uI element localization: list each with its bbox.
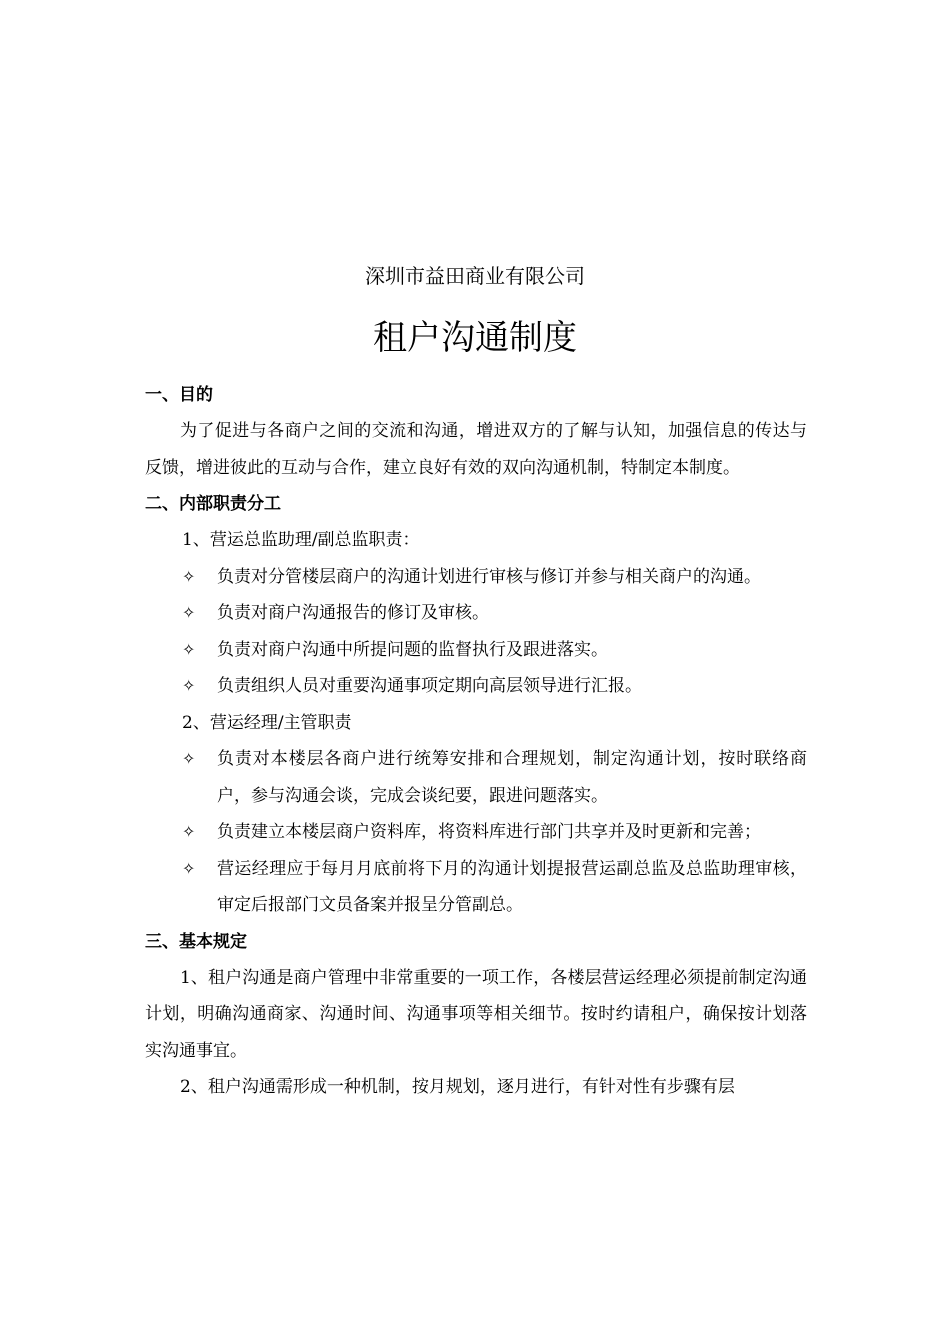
four-pointed-star-icon: ✧: [182, 639, 196, 659]
group-title-operations-manager: 2、营运经理/主管职责: [182, 712, 352, 733]
list-item: [145, 851, 807, 924]
list-item: [145, 559, 807, 596]
list-item: [145, 595, 807, 632]
document-title: 租户沟通制度: [373, 318, 577, 358]
rule-paragraph-1: 1、租户沟通是商户管理中非常重要的一项工作，各楼层营运经理必须提前制定沟通计划，明确沟通商家、沟通时间、沟通事项等相关细节。按时约请租户，确保按计划落实沟通事宜。: [145, 967, 807, 1061]
section-heading-basic-rules: 三、基本规定: [145, 931, 247, 952]
four-pointed-star-icon: ✧: [182, 749, 196, 768]
list-item-text: 负责组织人员对重要沟通事项定期向高层领导进行汇报。: [217, 676, 642, 696]
list-item-text: 营运经理应于每月月底前将下月的沟通计划提报营运副总监及总监助理审核，审定后报部门文员备案并报呈分管副总。: [217, 858, 807, 915]
four-pointed-star-icon: ✧: [182, 858, 196, 878]
four-pointed-star-icon: ✧: [182, 566, 196, 586]
four-pointed-star-icon: ✧: [182, 822, 196, 841]
rule-paragraph-2: 2、租户沟通需形成一种机制，按月规划，逐月进行，有针对性有步骤有层: [180, 1077, 735, 1097]
four-pointed-star-icon: ✧: [182, 603, 196, 622]
list-item-text: 负责对分管楼层商户的沟通计划进行审核与修订并参与相关商户的沟通。: [217, 566, 761, 587]
group-title-deputy-director: 1、营运总监助理/副总监职责：: [182, 530, 420, 550]
list-item-text: 负责对商户沟通报告的修订及审核。: [217, 603, 489, 623]
list-item-text: 负责对本楼层各商户进行统筹安排和合理规划，制定沟通计划，按时联络商户，参与沟通会谈，完成会谈纪要，跟进问题落实。: [217, 749, 807, 806]
section-heading-purpose: 一、目的: [145, 385, 213, 405]
purpose-paragraph: 为了促进与各商户之间的交流和沟通，增进双方的了解与认知，加强信息的传达与反馈，增进彼此的互动与合作，建立良好有效的双向沟通机制，特制定本制度。: [145, 421, 807, 478]
list-item: [145, 668, 807, 705]
list-item: [145, 814, 807, 851]
company-name: 深圳市益田商业有限公司: [365, 264, 585, 288]
document-body: [145, 377, 807, 1106]
four-pointed-star-icon: ✧: [182, 676, 196, 695]
list-item: [145, 632, 807, 669]
list-item: [145, 741, 807, 814]
list-item-text: 负责对商户沟通中所提问题的监督执行及跟进落实。: [217, 639, 608, 660]
list-item-text: 负责建立本楼层商户资料库，将资料库进行部门共享并及时更新和完善；: [217, 822, 761, 842]
section-heading-responsibilities: 二、内部职责分工: [145, 494, 281, 514]
